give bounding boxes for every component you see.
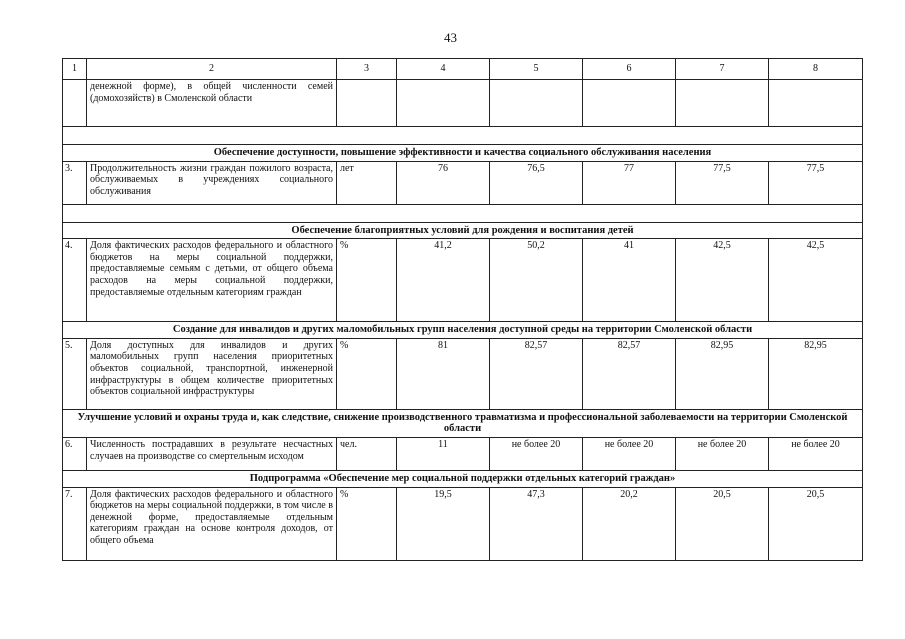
value-cell: 82,57 bbox=[583, 338, 676, 409]
indicator-cell: Доля доступных для инвалидов и других маломобильных групп населения приоритетных объектов социальной, транспортной, инженерной инфраструктуры в общем количестве приоритетных объектов социальной инфраструктуры bbox=[87, 338, 337, 409]
value-cell: 77,5 bbox=[676, 161, 769, 204]
value-cell: 41,2 bbox=[397, 239, 490, 322]
value-cell: 76 bbox=[397, 161, 490, 204]
column-header: 2 bbox=[87, 59, 337, 80]
row-number: 5. bbox=[63, 338, 87, 409]
value-cell: 41 bbox=[583, 239, 676, 322]
value-cell: 82,95 bbox=[769, 338, 863, 409]
indicator-cell: Численность пострадавших в результате несчастных случаев на производстве со смертельным исходом bbox=[87, 437, 337, 470]
indicators-table bbox=[62, 58, 863, 561]
column-header: 6 bbox=[583, 59, 676, 80]
indicator-cell: Продолжительность жизни граждан пожилого возраста, обслуживаемых в учреждениях социального обслуживания bbox=[87, 161, 337, 204]
section-title: Создание для инвалидов и других маломобильных групп населения доступной среды на территории Смоленской области bbox=[63, 322, 863, 339]
section-title: Обеспечение благоприятных условий для рождения и воспитания детей bbox=[63, 222, 863, 239]
value-cell: 20,2 bbox=[583, 487, 676, 560]
value-cell: 20,5 bbox=[769, 487, 863, 560]
value-cell: не более 20 bbox=[583, 437, 676, 470]
table-row bbox=[63, 161, 863, 204]
unit-cell: лет bbox=[337, 161, 397, 204]
section-title: Улучшение условий и охраны труда и, как следствие, снижение производственного травматизма и профессиональной заболеваемости на территории Смоленской области bbox=[63, 409, 863, 437]
value-cell: 47,3 bbox=[490, 487, 583, 560]
unit-cell: % bbox=[337, 239, 397, 322]
column-header: 5 bbox=[490, 59, 583, 80]
section-row bbox=[63, 145, 863, 162]
column-header: 1 bbox=[63, 59, 87, 80]
column-header: 3 bbox=[337, 59, 397, 80]
value-cell: 77 bbox=[583, 161, 676, 204]
value-cell: 42,5 bbox=[769, 239, 863, 322]
value-cell: 50,2 bbox=[490, 239, 583, 322]
table-row bbox=[63, 338, 863, 409]
header-row bbox=[63, 59, 863, 80]
column-header: 4 bbox=[397, 59, 490, 80]
value-cell: не более 20 bbox=[490, 437, 583, 470]
section-row bbox=[63, 470, 863, 487]
table-row bbox=[63, 487, 863, 560]
value-cell: 19,5 bbox=[397, 487, 490, 560]
indicator-cell: Доля фактических расходов федерального и областного бюджетов на меры социальной поддержки, в том числе в денежной форме, предоставляемые отдельным категориям граждан на основе контроля доходов, от общего объема bbox=[87, 487, 337, 560]
row-number: 6. bbox=[63, 437, 87, 470]
unit-cell: чел. bbox=[337, 437, 397, 470]
value-cell: не более 20 bbox=[769, 437, 863, 470]
value-cell: 11 bbox=[397, 437, 490, 470]
row-number: 4. bbox=[63, 239, 87, 322]
value-cell: 82,57 bbox=[490, 338, 583, 409]
table-row bbox=[63, 239, 863, 322]
value-cell: 20,5 bbox=[676, 487, 769, 560]
indicator-cell: денежной форме), в общей численности семей (домохозяйств) в Смоленской области bbox=[87, 80, 337, 127]
unit-cell: % bbox=[337, 338, 397, 409]
section-row bbox=[63, 409, 863, 437]
section-row bbox=[63, 322, 863, 339]
value-cell: 82,95 bbox=[676, 338, 769, 409]
section-row bbox=[63, 222, 863, 239]
page-number: 43 bbox=[444, 30, 457, 45]
indicator-cell: Доля фактических расходов федерального и областного бюджетов на меры социальной поддержки, предоставляемые семьям с детьми, от общего объема расходов на меры социальной поддержки, предоставляемые отдельным категориям граждан bbox=[87, 239, 337, 322]
section-title: Обеспечение доступности, повышение эффективности и качества социального обслуживания населения bbox=[63, 145, 863, 162]
column-header: 8 bbox=[769, 59, 863, 80]
section-title: Подпрограмма «Обеспечение мер социальной поддержки отдельных категорий граждан» bbox=[63, 470, 863, 487]
column-header: 7 bbox=[676, 59, 769, 80]
table-row bbox=[63, 80, 863, 127]
row-number: 7. bbox=[63, 487, 87, 560]
value-cell: 76,5 bbox=[490, 161, 583, 204]
value-cell: 77,5 bbox=[769, 161, 863, 204]
value-cell: не более 20 bbox=[676, 437, 769, 470]
value-cell: 81 bbox=[397, 338, 490, 409]
value-cell: 42,5 bbox=[676, 239, 769, 322]
unit-cell: % bbox=[337, 487, 397, 560]
row-number: 3. bbox=[63, 161, 87, 204]
table-row bbox=[63, 437, 863, 470]
